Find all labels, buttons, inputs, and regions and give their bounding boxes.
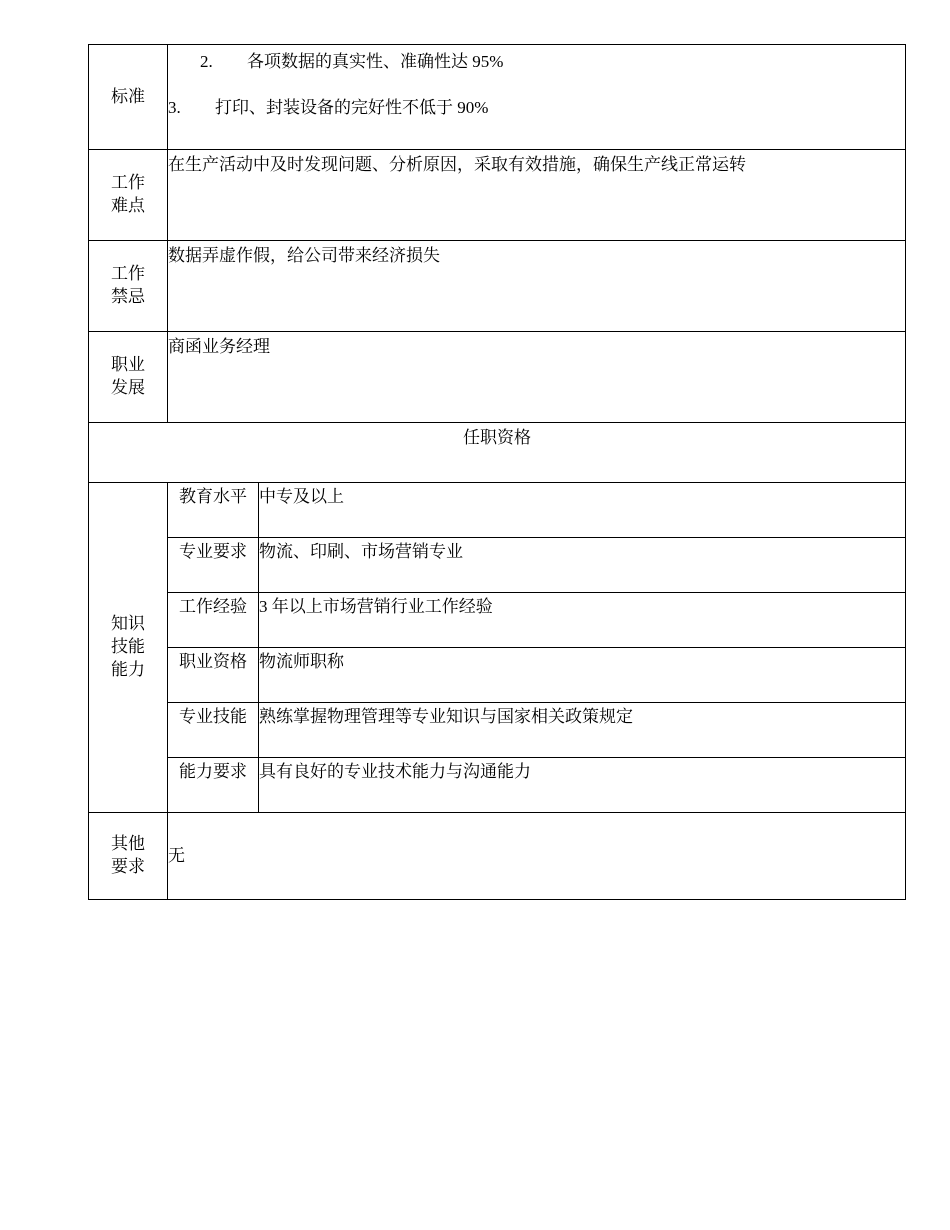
education-value: 中专及以上 (259, 483, 906, 538)
career-content: 商函业务经理 (168, 332, 906, 423)
difficulty-content: 在生产活动中及时发现问题、分析原因，采取有效措施，确保生产线正常运转 (168, 150, 906, 241)
standard-item-text: 打印、封装设备的完好性不低于 90% (215, 97, 489, 117)
major-label: 专业要求 (168, 538, 259, 593)
knowledge-row (89, 593, 906, 648)
difficulty-row (89, 150, 906, 241)
taboo-content: 数据弄虚作假，给公司带来经济损失 (168, 241, 906, 332)
standard-label: 标准 (89, 45, 168, 150)
ability-label: 能力要求 (168, 758, 259, 813)
difficulty-label: 工作 难点 (89, 150, 168, 241)
other-row (89, 813, 906, 900)
standard-item-text: 各项数据的真实性、准确性达 95% (247, 52, 504, 71)
skills-value: 熟练掌握物理管理等专业知识与国家相关政策规定 (259, 703, 906, 758)
taboo-row (89, 241, 906, 332)
skills-label: 专业技能 (168, 703, 259, 758)
certification-value: 物流师职称 (259, 648, 906, 703)
standard-item-number: 3. (168, 97, 181, 117)
other-content: 无 (168, 813, 906, 900)
knowledge-row (89, 703, 906, 758)
knowledge-row (89, 758, 906, 813)
qualification-header-row (89, 423, 906, 483)
standard-row (89, 45, 906, 150)
job-spec-table (88, 44, 906, 900)
knowledge-row (89, 483, 906, 538)
qualification-header: 任职资格 (89, 423, 906, 483)
job-description-document (88, 44, 906, 900)
knowledge-row (89, 538, 906, 593)
taboo-label: 工作 禁忌 (89, 241, 168, 332)
major-value: 物流、印刷、市场营销专业 (259, 538, 906, 593)
experience-label: 工作经验 (168, 593, 259, 648)
standard-item-number: 2. (200, 52, 213, 71)
standard-content (168, 45, 906, 150)
other-label: 其他 要求 (89, 813, 168, 900)
ability-value: 具有良好的专业技术能力与沟通能力 (259, 758, 906, 813)
standard-item (168, 51, 905, 74)
standard-item (168, 97, 905, 120)
experience-value: 3 年以上市场营销行业工作经验 (259, 593, 906, 648)
certification-label: 职业资格 (168, 648, 259, 703)
career-label: 职业 发展 (89, 332, 168, 423)
career-row (89, 332, 906, 423)
education-label: 教育水平 (168, 483, 259, 538)
knowledge-row (89, 648, 906, 703)
knowledge-label: 知识 技能 能力 (89, 483, 168, 813)
